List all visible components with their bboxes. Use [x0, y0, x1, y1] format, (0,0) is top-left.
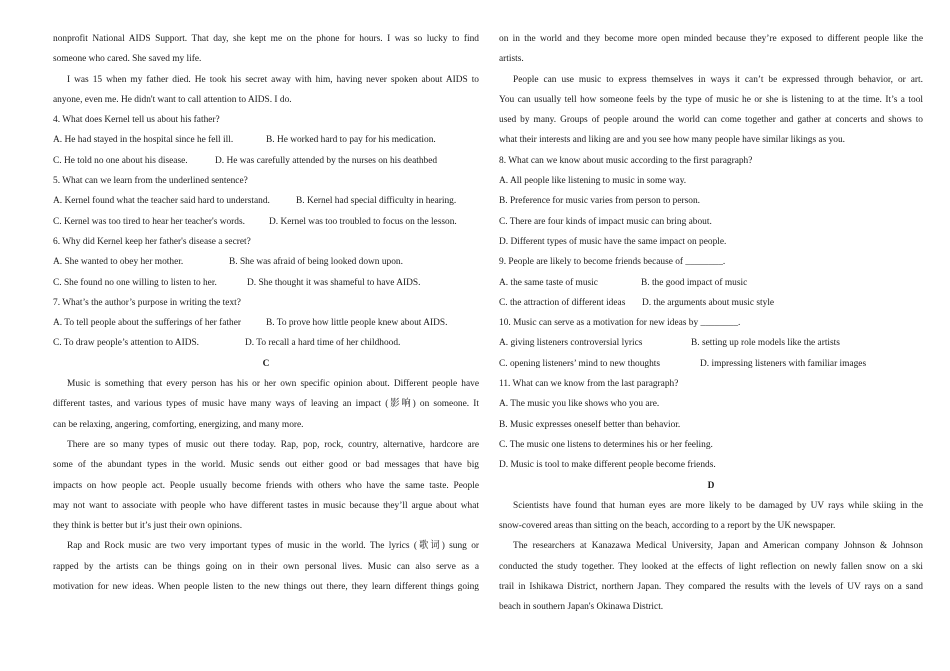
left-column: [53, 29, 479, 597]
paragraph-line: anyone, even me. He didn't want to call attention to AIDS. I do.: [53, 94, 292, 105]
question-4-options-row-2: [53, 151, 479, 171]
option-b: B. setting up role models like the artists: [691, 338, 840, 349]
option-b: B. Preference for music varies from person to person.: [499, 196, 700, 207]
option-a: A. All people like listening to music in some way.: [499, 176, 687, 187]
question-4: 4. What does Kernel tell us about his father?: [53, 115, 220, 126]
paragraph-line: You can usually tell how someone feels by the type of music he or she is listening to at the time. It’s a tool: [499, 94, 923, 105]
question-6-options-row-1: [53, 252, 479, 272]
option-a: A. The music you like shows who you are.: [499, 399, 660, 410]
option-b: B. the good impact of music: [641, 277, 748, 288]
paragraph-line: There are so many types of music out there today. Rap, pop, rock, country, alternative, hardcore are: [67, 439, 479, 450]
question-9-options-row-2: [499, 293, 923, 313]
option-d: D. To recall a hard time of her childhood.: [245, 338, 401, 349]
question-5: 5. What can we learn from the underlined sentence?: [53, 176, 248, 187]
question-7-options-row-1: [53, 313, 479, 333]
question-10-options-row-1: [499, 333, 923, 353]
paragraph-line: can be relaxing, angering, comforting, energizing, and many more.: [53, 419, 304, 430]
question-7-options-row-2: [53, 333, 479, 353]
question-11: 11. What can we know from the last paragraph?: [499, 379, 679, 390]
paragraph-line: someone who cared. She saved my life.: [53, 54, 202, 65]
question-6-options-row-2: [53, 273, 479, 293]
option-a: A. Kernel found what the teacher said hard to understand.: [53, 196, 270, 207]
option-a: A. giving listeners controversial lyrics: [499, 338, 643, 349]
paragraph-line: nonprofit National AIDS Support. That day, she kept me on the phone for hours. I was so lucky to find: [53, 34, 479, 44]
paragraph-line: beach in southern Japan's Okinawa District.: [499, 602, 664, 613]
paragraph-line: different tastes, and various types of music have many ways of leaving an impact (影响) on someone. It: [53, 399, 479, 410]
paragraph-line: impacts on how people act. People usually become friends with others who have the same taste. People: [53, 480, 479, 491]
question-5-options-row-1: [53, 191, 479, 211]
option-d: D. Different types of music have the same impact on people.: [499, 236, 727, 247]
option-a: A. the same taste of music: [499, 277, 598, 288]
paragraph-line: snow-covered areas than sitting on the beach, according to a report by the UK newspaper.: [499, 521, 836, 532]
option-c: C. The music one listens to determines his or her feeling.: [499, 439, 713, 450]
right-column: [499, 29, 923, 618]
paragraph-line: Music is something that every person has his or her own specific opinion about. Different people have: [67, 379, 479, 390]
option-d: D. She thought it was shameful to have AIDS.: [247, 277, 421, 288]
option-d: D. Kernel was too troubled to focus on the lesson.: [269, 216, 457, 227]
option-b: B. He worked hard to pay for his medication.: [266, 135, 436, 146]
option-d: D. impressing listeners with familiar images: [700, 358, 867, 369]
option-c: C. To draw people’s attention to AIDS.: [53, 338, 200, 349]
paragraph-line: conducted the study together. They looked at the effects of light reflection on newly fallen snow on a ski: [499, 561, 923, 572]
paragraph-line: I was 15 when my father died. He took his secret away with him, having never spoken about AIDS to: [67, 74, 479, 85]
question-10: 10. Music can serve as a motivation for new ideas by ________.: [499, 318, 741, 329]
question-4-options-row-1: [53, 130, 479, 150]
option-c: C. the attraction of different ideas: [499, 297, 626, 308]
option-a: A. To tell people about the sufferings of her father: [53, 318, 242, 329]
paragraph-line: motivation for new ideas. When people listen to the new things out there, they learn different things going: [53, 582, 479, 593]
paragraph-line: People can use music to express themselves in ways it can’t be expressed through behavior, or art.: [513, 74, 923, 85]
paragraph-line: artists.: [499, 54, 524, 65]
paragraph-line: Scientists have found that human eyes are more likely to be damaged by UV rays while skiing in the: [513, 500, 923, 511]
option-b: B. She was afraid of being looked down upon.: [229, 257, 403, 268]
paragraph-line: they think is better but it’s just their own opinions.: [53, 521, 243, 532]
question-8: 8. What can we know about music according to the first paragraph?: [499, 155, 753, 166]
option-c: C. He told no one about his disease.: [53, 155, 188, 166]
option-c: C. She found no one willing to listen to her.: [53, 277, 217, 288]
option-c: C. opening listeners’ mind to new thoughts: [499, 358, 661, 369]
question-10-options-row-2: [499, 354, 923, 374]
paragraph-line: used by many. Groups of people around the world can come together and gather at concerts and shows to: [499, 115, 923, 126]
option-c: C. There are four kinds of impact music can bring about.: [499, 216, 712, 227]
question-6: 6. Why did Kernel keep her father's disease a secret?: [53, 236, 251, 247]
option-d: D. He was carefully attended by the nurses on his deathbed: [215, 155, 438, 166]
paragraph-line: what their interests and liking are and you see how many people have similar likings as you.: [499, 135, 846, 146]
option-c: C. Kernel was too tired to hear her teacher's words.: [53, 216, 245, 227]
paragraph-line: on in the world and they become more open minded because they’re exposed to different people like the: [499, 34, 923, 44]
option-d: D. the arguments about music style: [642, 297, 775, 308]
option-a: A. He had stayed in the hospital since he fell ill.: [53, 135, 234, 146]
option-b: B. To prove how little people knew about AIDS.: [266, 318, 448, 329]
option-b: B. Kernel had special difficulty in hearing.: [296, 196, 457, 207]
paragraph-line: Rap and Rock music are two very important types of music in the world. The lyrics (歌词) sung or: [67, 541, 479, 552]
question-7: 7. What’s the author’s purpose in writing the text?: [53, 297, 241, 308]
section-heading-c: C: [262, 358, 270, 369]
paragraph-line: may not want to associate with people who have different tastes in music because they’ll argue about what: [53, 500, 479, 511]
question-9: 9. People are likely to become friends because of ________.: [499, 257, 726, 268]
paragraph-line: some of the abundant types in the world. Music sends out either good or bad messages that have big: [53, 460, 479, 471]
section-heading-d: D: [707, 480, 715, 491]
paragraph-line: trail in Ishikawa District, northern Japan. They compared the results with the levels of UV rays on a sand: [499, 582, 923, 593]
option-b: B. Music expresses oneself better than behavior.: [499, 419, 681, 430]
question-9-options-row-1: [499, 273, 923, 293]
paragraph-line: The researchers at Kanazawa Medical University, Japan and American company Johnson & Johnson: [513, 541, 923, 552]
option-d: D. Music is tool to make different people become friends.: [499, 460, 716, 471]
paragraph-line: rapped by the artists can be things going on in their own personal lives. Music can also serve as a: [53, 561, 479, 572]
option-a: A. She wanted to obey her mother.: [53, 257, 184, 268]
question-5-options-row-2: [53, 212, 479, 232]
